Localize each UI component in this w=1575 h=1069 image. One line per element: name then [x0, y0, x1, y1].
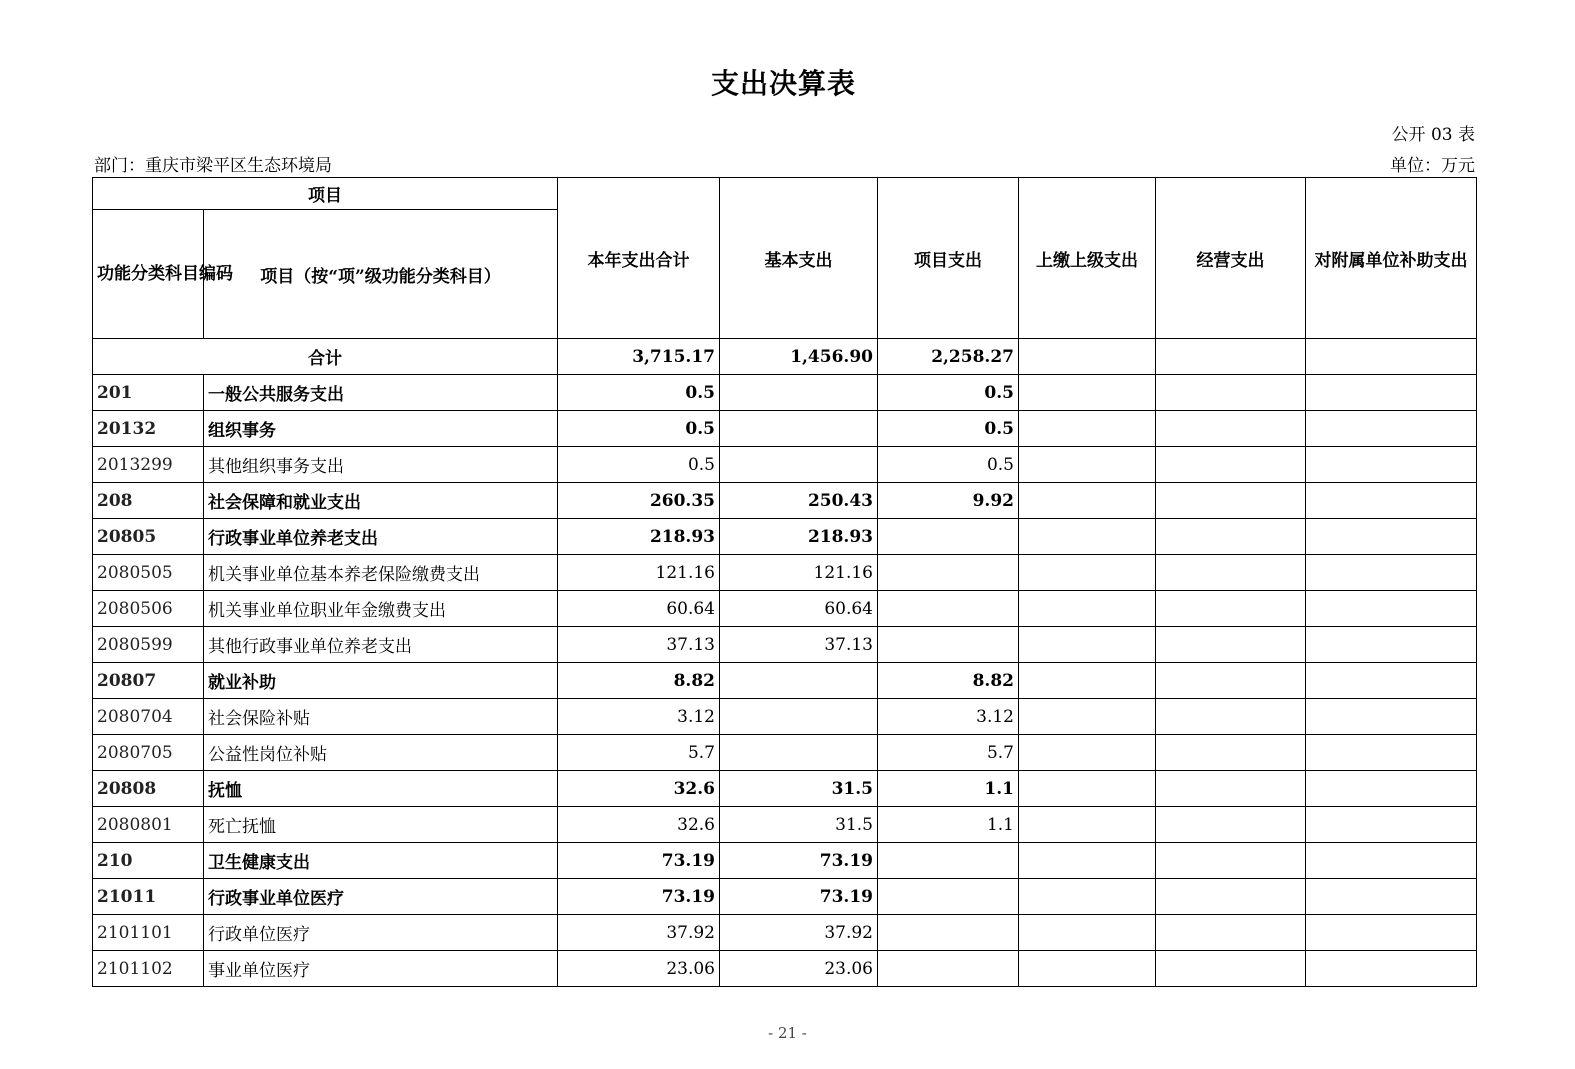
row-total: 32.6 [558, 771, 720, 807]
row-subsidy [1306, 843, 1477, 879]
row-project [878, 879, 1019, 915]
row-name: 卫生健康支出 [204, 843, 558, 879]
row-upper [1019, 375, 1156, 411]
row-total: 5.7 [558, 735, 720, 771]
header-business: 经营支出 [1156, 178, 1306, 339]
row-name: 行政事业单位养老支出 [204, 519, 558, 555]
row-name: 事业单位医疗 [204, 951, 558, 987]
row-upper [1019, 627, 1156, 663]
row-basic [720, 375, 878, 411]
row-name: 机关事业单位职业年金缴费支出 [204, 591, 558, 627]
row-total: 23.06 [558, 951, 720, 987]
row-project [878, 555, 1019, 591]
row-name: 社会保险补贴 [204, 699, 558, 735]
table-row [93, 843, 1477, 879]
row-name: 公益性岗位补贴 [204, 735, 558, 771]
row-business [1156, 627, 1306, 663]
row-basic: 60.64 [720, 591, 878, 627]
total-basic: 1,456.90 [720, 339, 878, 375]
table-row [93, 951, 1477, 987]
row-upper [1019, 591, 1156, 627]
header-code: 功能分类科目编码 [93, 210, 204, 339]
row-code: 21011 [93, 879, 204, 915]
total-project: 2,258.27 [878, 339, 1019, 375]
row-subsidy [1306, 807, 1477, 843]
row-business [1156, 699, 1306, 735]
row-upper [1019, 735, 1156, 771]
row-name: 一般公共服务支出 [204, 375, 558, 411]
row-subsidy [1306, 951, 1477, 987]
row-basic [720, 447, 878, 483]
row-basic: 250.43 [720, 483, 878, 519]
table-row [93, 591, 1477, 627]
row-upper [1019, 699, 1156, 735]
row-code: 2080506 [93, 591, 204, 627]
row-code: 2080704 [93, 699, 204, 735]
row-business [1156, 807, 1306, 843]
row-project: 3.12 [878, 699, 1019, 735]
row-name: 抚恤 [204, 771, 558, 807]
row-basic [720, 411, 878, 447]
row-upper [1019, 843, 1156, 879]
total-row [93, 339, 1477, 375]
table-row [93, 807, 1477, 843]
unit-label: 单位：万元 [1390, 156, 1475, 176]
table-row [93, 447, 1477, 483]
row-name: 其他行政事业单位养老支出 [204, 627, 558, 663]
row-business [1156, 591, 1306, 627]
row-total: 37.92 [558, 915, 720, 951]
row-total: 0.5 [558, 447, 720, 483]
table-row [93, 627, 1477, 663]
row-business [1156, 843, 1306, 879]
row-project: 8.82 [878, 663, 1019, 699]
row-project [878, 627, 1019, 663]
row-project: 1.1 [878, 771, 1019, 807]
row-basic [720, 663, 878, 699]
row-basic [720, 735, 878, 771]
header-total: 本年支出合计 [558, 178, 720, 339]
row-project [878, 519, 1019, 555]
row-basic: 73.19 [720, 879, 878, 915]
row-code: 201 [93, 375, 204, 411]
row-business [1156, 555, 1306, 591]
row-total: 260.35 [558, 483, 720, 519]
row-upper [1019, 807, 1156, 843]
row-subsidy [1306, 519, 1477, 555]
row-upper [1019, 951, 1156, 987]
row-code: 208 [93, 483, 204, 519]
row-name: 机关事业单位基本养老保险缴费支出 [204, 555, 558, 591]
table-row [93, 699, 1477, 735]
row-upper [1019, 915, 1156, 951]
row-code: 2101101 [93, 915, 204, 951]
row-business [1156, 411, 1306, 447]
header-upper: 上缴上级支出 [1019, 178, 1156, 339]
row-basic [720, 699, 878, 735]
row-code: 20132 [93, 411, 204, 447]
row-total: 73.19 [558, 879, 720, 915]
row-code: 20807 [93, 663, 204, 699]
row-total: 121.16 [558, 555, 720, 591]
table-row [93, 375, 1477, 411]
row-total: 37.13 [558, 627, 720, 663]
row-project: 5.7 [878, 735, 1019, 771]
row-basic: 23.06 [720, 951, 878, 987]
row-project [878, 951, 1019, 987]
row-subsidy [1306, 591, 1477, 627]
row-project: 0.5 [878, 447, 1019, 483]
header-subsidy: 对附属单位补助支出 [1306, 178, 1477, 339]
row-total: 8.82 [558, 663, 720, 699]
row-code: 2080705 [93, 735, 204, 771]
expenditure-table [92, 177, 1477, 987]
row-upper [1019, 411, 1156, 447]
row-business [1156, 951, 1306, 987]
table-number: 公开 03 表 [1391, 125, 1475, 145]
row-total: 73.19 [558, 843, 720, 879]
row-project [878, 915, 1019, 951]
header-project-expense: 项目支出 [878, 178, 1019, 339]
row-upper [1019, 483, 1156, 519]
row-name: 行政事业单位医疗 [204, 879, 558, 915]
row-name: 社会保障和就业支出 [204, 483, 558, 519]
row-code: 2080599 [93, 627, 204, 663]
row-basic: 37.13 [720, 627, 878, 663]
row-upper [1019, 771, 1156, 807]
row-name: 组织事务 [204, 411, 558, 447]
table-row [93, 483, 1477, 519]
row-subsidy [1306, 375, 1477, 411]
row-upper [1019, 663, 1156, 699]
row-subsidy [1306, 555, 1477, 591]
row-business [1156, 663, 1306, 699]
row-business [1156, 519, 1306, 555]
table-row [93, 519, 1477, 555]
row-name: 死亡抚恤 [204, 807, 558, 843]
row-subsidy [1306, 483, 1477, 519]
header-basic: 基本支出 [720, 178, 878, 339]
row-subsidy [1306, 915, 1477, 951]
row-project: 1.1 [878, 807, 1019, 843]
row-code: 210 [93, 843, 204, 879]
row-project [878, 843, 1019, 879]
total-business [1156, 339, 1306, 375]
row-basic: 37.92 [720, 915, 878, 951]
row-project: 0.5 [878, 411, 1019, 447]
row-project: 9.92 [878, 483, 1019, 519]
header-name: 项目（按“项”级功能分类科目） [204, 210, 558, 339]
total-label: 合计 [93, 339, 558, 375]
row-subsidy [1306, 771, 1477, 807]
page-number: - 21 - [768, 1024, 807, 1042]
row-basic: 31.5 [720, 771, 878, 807]
row-total: 218.93 [558, 519, 720, 555]
row-name: 就业补助 [204, 663, 558, 699]
row-total: 3.12 [558, 699, 720, 735]
row-business [1156, 735, 1306, 771]
row-subsidy [1306, 663, 1477, 699]
row-basic: 218.93 [720, 519, 878, 555]
row-business [1156, 915, 1306, 951]
table-row [93, 555, 1477, 591]
row-subsidy [1306, 447, 1477, 483]
table-row [93, 879, 1477, 915]
row-project: 0.5 [878, 375, 1019, 411]
row-basic: 121.16 [720, 555, 878, 591]
row-subsidy [1306, 879, 1477, 915]
row-basic: 31.5 [720, 807, 878, 843]
table-row [93, 735, 1477, 771]
row-code: 20808 [93, 771, 204, 807]
row-name: 其他组织事务支出 [204, 447, 558, 483]
table-row [93, 411, 1477, 447]
total-subsidy [1306, 339, 1477, 375]
row-total: 60.64 [558, 591, 720, 627]
table-row [93, 663, 1477, 699]
row-subsidy [1306, 699, 1477, 735]
header-project: 项目 [93, 178, 558, 210]
row-business [1156, 375, 1306, 411]
row-business [1156, 879, 1306, 915]
department-label: 部门：重庆市梁平区生态环境局 [94, 156, 332, 176]
row-code: 20805 [93, 519, 204, 555]
page-title: 支出决算表 [710, 67, 856, 100]
row-upper [1019, 519, 1156, 555]
table-row [93, 915, 1477, 951]
total-upper [1019, 339, 1156, 375]
row-total: 0.5 [558, 375, 720, 411]
row-subsidy [1306, 627, 1477, 663]
row-project [878, 591, 1019, 627]
row-business [1156, 771, 1306, 807]
total-sum: 3,715.17 [558, 339, 720, 375]
row-upper [1019, 447, 1156, 483]
row-code: 2080505 [93, 555, 204, 591]
row-upper [1019, 555, 1156, 591]
row-upper [1019, 879, 1156, 915]
row-subsidy [1306, 411, 1477, 447]
table-row [93, 771, 1477, 807]
row-code: 2101102 [93, 951, 204, 987]
row-total: 0.5 [558, 411, 720, 447]
row-subsidy [1306, 735, 1477, 771]
row-code: 2080801 [93, 807, 204, 843]
row-code: 2013299 [93, 447, 204, 483]
row-business [1156, 483, 1306, 519]
row-business [1156, 447, 1306, 483]
row-total: 32.6 [558, 807, 720, 843]
row-name: 行政单位医疗 [204, 915, 558, 951]
row-basic: 73.19 [720, 843, 878, 879]
